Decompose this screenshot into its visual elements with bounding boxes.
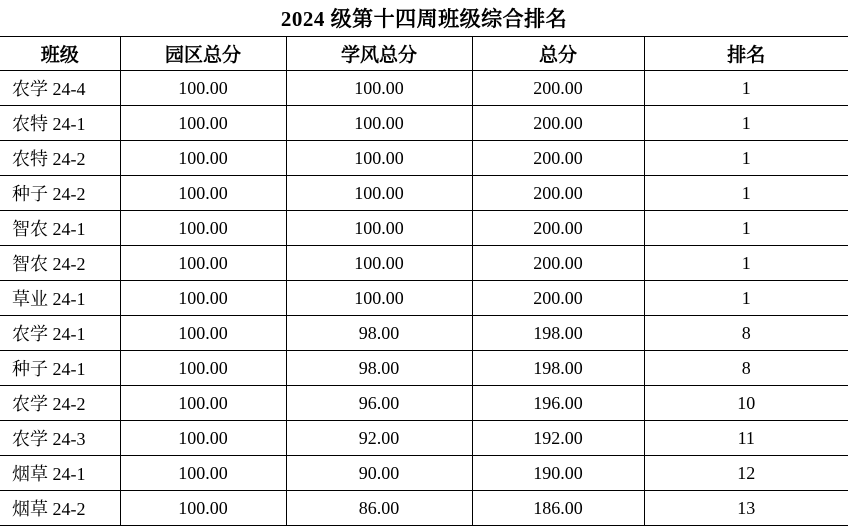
cell-total-score: 200.00 <box>472 246 644 281</box>
cell-study-score: 98.00 <box>286 351 472 386</box>
table-row <box>0 106 848 141</box>
table-row <box>0 71 848 106</box>
cell-study-score: 86.00 <box>286 491 472 526</box>
cell-rank: 1 <box>644 141 848 176</box>
table-row <box>0 176 848 211</box>
cell-class: 草业 24-1 <box>0 281 120 316</box>
column-header-class: 班级 <box>0 37 120 71</box>
cell-study-score: 98.00 <box>286 316 472 351</box>
cell-study-score: 100.00 <box>286 211 472 246</box>
cell-rank: 10 <box>644 386 848 421</box>
table-row <box>0 141 848 176</box>
cell-park-score: 100.00 <box>120 456 286 491</box>
cell-rank: 1 <box>644 246 848 281</box>
cell-rank: 1 <box>644 281 848 316</box>
cell-park-score: 100.00 <box>120 211 286 246</box>
document-title: 2024 级第十四周班级综合排名 <box>0 0 848 37</box>
cell-total-score: 200.00 <box>472 281 644 316</box>
cell-park-score: 100.00 <box>120 351 286 386</box>
cell-total-score: 200.00 <box>472 141 644 176</box>
cell-study-score: 100.00 <box>286 176 472 211</box>
cell-class: 农学 24-2 <box>0 386 120 421</box>
cell-total-score: 200.00 <box>472 71 644 106</box>
table-row <box>0 211 848 246</box>
cell-total-score: 200.00 <box>472 106 644 141</box>
cell-park-score: 100.00 <box>120 421 286 456</box>
column-header-total-score: 总分 <box>472 37 644 71</box>
cell-rank: 8 <box>644 351 848 386</box>
cell-study-score: 100.00 <box>286 246 472 281</box>
cell-total-score: 186.00 <box>472 491 644 526</box>
cell-total-score: 190.00 <box>472 456 644 491</box>
table-row <box>0 386 848 421</box>
header-row <box>0 37 848 71</box>
title-row <box>0 0 848 37</box>
cell-study-score: 92.00 <box>286 421 472 456</box>
cell-study-score: 100.00 <box>286 281 472 316</box>
column-header-study-score: 学风总分 <box>286 37 472 71</box>
cell-total-score: 200.00 <box>472 176 644 211</box>
cell-rank: 1 <box>644 106 848 141</box>
cell-study-score: 100.00 <box>286 141 472 176</box>
cell-class: 智农 24-2 <box>0 246 120 281</box>
table-row <box>0 421 848 456</box>
cell-total-score: 192.00 <box>472 421 644 456</box>
cell-class: 农特 24-1 <box>0 106 120 141</box>
cell-class: 农特 24-2 <box>0 141 120 176</box>
cell-class: 农学 24-4 <box>0 71 120 106</box>
cell-rank: 8 <box>644 316 848 351</box>
cell-park-score: 100.00 <box>120 316 286 351</box>
cell-study-score: 96.00 <box>286 386 472 421</box>
cell-park-score: 100.00 <box>120 71 286 106</box>
cell-rank: 13 <box>644 491 848 526</box>
cell-total-score: 198.00 <box>472 316 644 351</box>
table-row <box>0 281 848 316</box>
cell-class: 智农 24-1 <box>0 211 120 246</box>
cell-class: 烟草 24-2 <box>0 491 120 526</box>
cell-rank: 11 <box>644 421 848 456</box>
cell-park-score: 100.00 <box>120 176 286 211</box>
cell-class: 种子 24-1 <box>0 351 120 386</box>
cell-rank: 1 <box>644 211 848 246</box>
cell-rank: 1 <box>644 176 848 211</box>
cell-total-score: 196.00 <box>472 386 644 421</box>
cell-park-score: 100.00 <box>120 386 286 421</box>
table-row <box>0 316 848 351</box>
table-row <box>0 246 848 281</box>
cell-park-score: 100.00 <box>120 491 286 526</box>
cell-park-score: 100.00 <box>120 281 286 316</box>
cell-class: 农学 24-1 <box>0 316 120 351</box>
cell-study-score: 90.00 <box>286 456 472 491</box>
table-row <box>0 491 848 526</box>
cell-rank: 1 <box>644 71 848 106</box>
cell-park-score: 100.00 <box>120 246 286 281</box>
column-header-park-score: 园区总分 <box>120 37 286 71</box>
table-row <box>0 456 848 491</box>
cell-class: 烟草 24-1 <box>0 456 120 491</box>
cell-total-score: 200.00 <box>472 211 644 246</box>
cell-class: 农学 24-3 <box>0 421 120 456</box>
cell-park-score: 100.00 <box>120 106 286 141</box>
cell-study-score: 100.00 <box>286 106 472 141</box>
cell-class: 种子 24-2 <box>0 176 120 211</box>
cell-study-score: 100.00 <box>286 71 472 106</box>
column-header-rank: 排名 <box>644 37 848 71</box>
table-row <box>0 351 848 386</box>
cell-park-score: 100.00 <box>120 141 286 176</box>
cell-rank: 12 <box>644 456 848 491</box>
cell-total-score: 198.00 <box>472 351 644 386</box>
